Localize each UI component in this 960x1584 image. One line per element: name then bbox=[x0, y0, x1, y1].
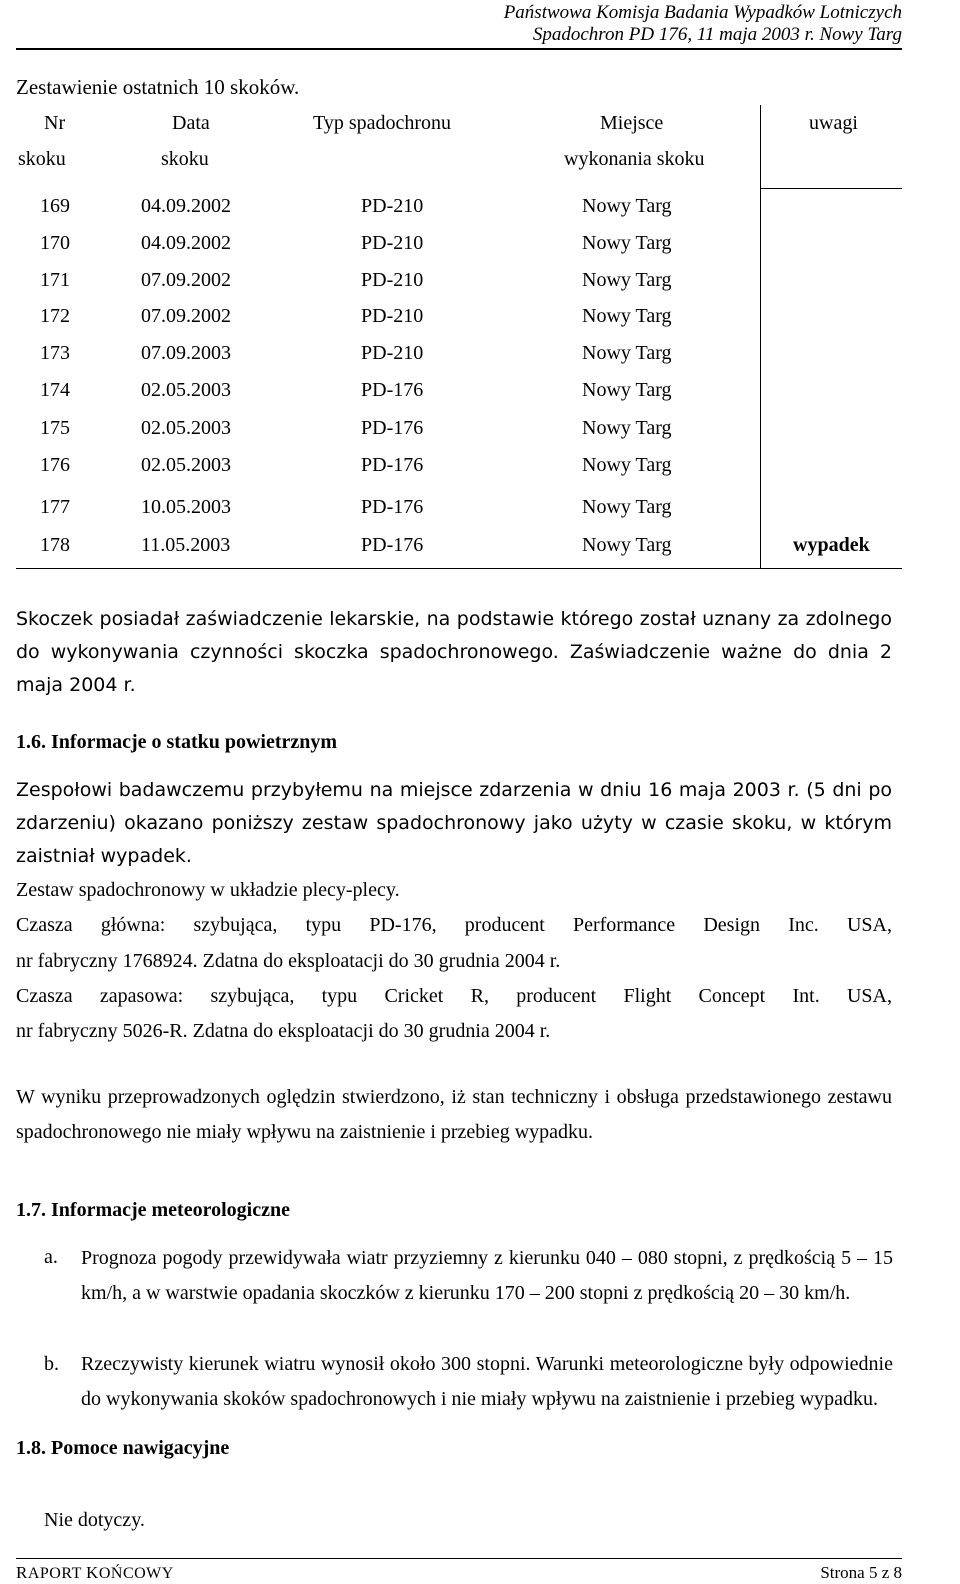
cell-date: 04.09.2002 bbox=[141, 195, 231, 217]
cell-type: PD-210 bbox=[361, 232, 424, 254]
cell-remarks: wypadek bbox=[793, 534, 870, 556]
cell-place: Nowy Targ bbox=[582, 305, 672, 327]
footer-oncowy: OŃCOWY bbox=[98, 1565, 174, 1582]
cell-nr: 174 bbox=[40, 379, 70, 401]
inspection-paragraph: W wyniku przeprowadzonych oględzin stwierdzono, iż stan techniczny i obsługa przedstawionego zestawu spadochronowego nie miały wpływu na zaistnienie i przebieg wypadku. bbox=[16, 1086, 892, 1143]
list-item-letter: a. bbox=[44, 1246, 58, 1268]
cell-type: PD-176 bbox=[361, 454, 424, 476]
cell-date: 02.05.2003 bbox=[141, 454, 231, 476]
cell-date: 07.09.2002 bbox=[141, 305, 231, 327]
cell-nr: 170 bbox=[40, 232, 70, 254]
table-row bbox=[16, 225, 902, 261]
cell-type: PD-176 bbox=[361, 417, 424, 439]
cell-place: Nowy Targ bbox=[582, 417, 672, 439]
cell-date: 02.05.2003 bbox=[141, 379, 231, 401]
section-1-8-title: 1.8. Pomoce nawigacyjne bbox=[16, 1437, 230, 1459]
cell-nr: 169 bbox=[40, 195, 70, 217]
jumps-table bbox=[16, 105, 902, 574]
section-1-6-paragraph: Zespołowi badawczemu przybyłemu na miejsce zdarzenia w dniu 16 maja 2003 r. (5 dni po zdarzeniu) okazano poniższy zestaw spadochronowy jako użyty w czasie skoku, w którym zaistniał wypadek. bbox=[16, 779, 892, 867]
cell-date: 07.09.2003 bbox=[141, 342, 231, 364]
table-row bbox=[16, 188, 902, 224]
header-type: Typ spadochronu bbox=[313, 112, 452, 134]
medical-certificate-paragraph: Skoczek posiadał zaświadczenie lekarskie, na podstawie którego został uznany za zdolnego do wykonywania czynności skoczka spadochronowego. Zaświadczenie ważne do dnia 2 maja 2004 r. bbox=[16, 608, 892, 696]
cell-type: PD-210 bbox=[361, 305, 424, 327]
equipment-line: Zestaw spadochronowy w układzie plecy-plecy. bbox=[16, 879, 400, 901]
cell-type: PD-176 bbox=[361, 534, 424, 556]
table-row bbox=[16, 527, 902, 563]
table-row bbox=[16, 335, 902, 371]
footer-report-title bbox=[16, 1563, 174, 1583]
table-intro: Zestawienie ostatnich 10 skoków. bbox=[16, 75, 300, 99]
cell-nr: 173 bbox=[40, 342, 70, 364]
header-date-1: Data bbox=[172, 112, 210, 134]
header-rule bbox=[16, 48, 902, 50]
table-header-divider bbox=[760, 188, 902, 189]
cell-date: 10.05.2003 bbox=[141, 496, 231, 518]
document-header bbox=[504, 2, 902, 46]
equipment-line: Czasza główna: szybująca, typu PD-176, producent Performance Design Inc. USA, bbox=[16, 914, 892, 936]
not-applicable-text: Nie dotyczy. bbox=[44, 1509, 145, 1531]
cell-type: PD-176 bbox=[361, 379, 424, 401]
section-1-7-title: 1.7. Informacje meteorologiczne bbox=[16, 1199, 290, 1221]
cell-nr: 178 bbox=[40, 534, 70, 556]
footer-r: R bbox=[16, 1563, 28, 1582]
equipment-line: Czasza zapasowa: szybująca, typu Cricket R, producent Flight Concept Int. USA, bbox=[16, 985, 892, 1007]
equipment-line: nr fabryczny 1768924. Zdatna do eksploatacji do 30 grudnia 2004 r. bbox=[16, 950, 561, 972]
header-remarks: uwagi bbox=[809, 112, 858, 134]
cell-type: PD-210 bbox=[361, 195, 424, 217]
cell-place: Nowy Targ bbox=[582, 195, 672, 217]
cell-place: Nowy Targ bbox=[582, 342, 672, 364]
cell-date: 04.09.2002 bbox=[141, 232, 231, 254]
cell-place: Nowy Targ bbox=[582, 496, 672, 518]
cell-place: Nowy Targ bbox=[582, 379, 672, 401]
list-item-letter: b. bbox=[44, 1353, 59, 1375]
page-number: Strona 5 z 8 bbox=[820, 1563, 902, 1582]
header-place-1: Miejsce bbox=[600, 112, 664, 134]
cell-type: PD-210 bbox=[361, 269, 424, 291]
table-row bbox=[16, 262, 902, 298]
header-date-2: skoku bbox=[161, 148, 209, 170]
cell-date: 11.05.2003 bbox=[141, 534, 231, 556]
list-item: Rzeczywisty kierunek wiatru wynosił około 300 stopni. Warunki meteorologiczne były odpowiednie do wykonywania skoków spadochronowych i nie miały wpływu na zaistnienie i przebieg wypadku. bbox=[81, 1353, 893, 1410]
table-row bbox=[16, 298, 902, 334]
cell-nr: 177 bbox=[40, 496, 70, 518]
cell-nr: 175 bbox=[40, 417, 70, 439]
footer-k: K bbox=[86, 1563, 99, 1582]
table-row bbox=[16, 410, 902, 446]
header-nr-1: Nr bbox=[44, 112, 66, 134]
header-incident: Spadochron PD 176, 11 maja 2003 r. Nowy Targ bbox=[532, 24, 902, 45]
table-row bbox=[16, 447, 902, 483]
equipment-line: nr fabryczny 5026-R. Zdatna do eksploatacji do 30 grudnia 2004 r. bbox=[16, 1020, 551, 1042]
section-1-6-title: 1.6. Informacje o statku powietrznym bbox=[16, 731, 338, 753]
header-nr-2: skoku bbox=[18, 148, 66, 170]
cell-date: 07.09.2002 bbox=[141, 269, 231, 291]
list-item: Prognoza pogody przewidywała wiatr przyziemny z kierunku 040 – 080 stopni, z prędkością 5 – 15 km/h, a w warstwie opadania skoczków z kierunku 170 – 200 stopni z prędkością 20 – 30 km/h. bbox=[81, 1247, 893, 1304]
table-column-divider bbox=[760, 105, 761, 568]
table-bottom-border bbox=[16, 568, 902, 569]
footer-rule bbox=[16, 1558, 902, 1559]
cell-place: Nowy Targ bbox=[582, 269, 672, 291]
cell-type: PD-210 bbox=[361, 342, 424, 364]
cell-place: Nowy Targ bbox=[582, 534, 672, 556]
table-row bbox=[16, 372, 902, 408]
header-commission: Państwowa Komisja Badania Wypadków Lotniczych bbox=[503, 2, 902, 23]
cell-nr: 171 bbox=[40, 269, 70, 291]
cell-type: PD-176 bbox=[361, 496, 424, 518]
table-row bbox=[16, 489, 902, 525]
cell-place: Nowy Targ bbox=[582, 232, 672, 254]
cell-nr: 176 bbox=[40, 454, 70, 476]
cell-date: 02.05.2003 bbox=[141, 417, 231, 439]
cell-nr: 172 bbox=[40, 305, 70, 327]
cell-place: Nowy Targ bbox=[582, 454, 672, 476]
header-place-2: wykonania skoku bbox=[564, 148, 705, 170]
footer-aport: APORT bbox=[27, 1565, 82, 1582]
